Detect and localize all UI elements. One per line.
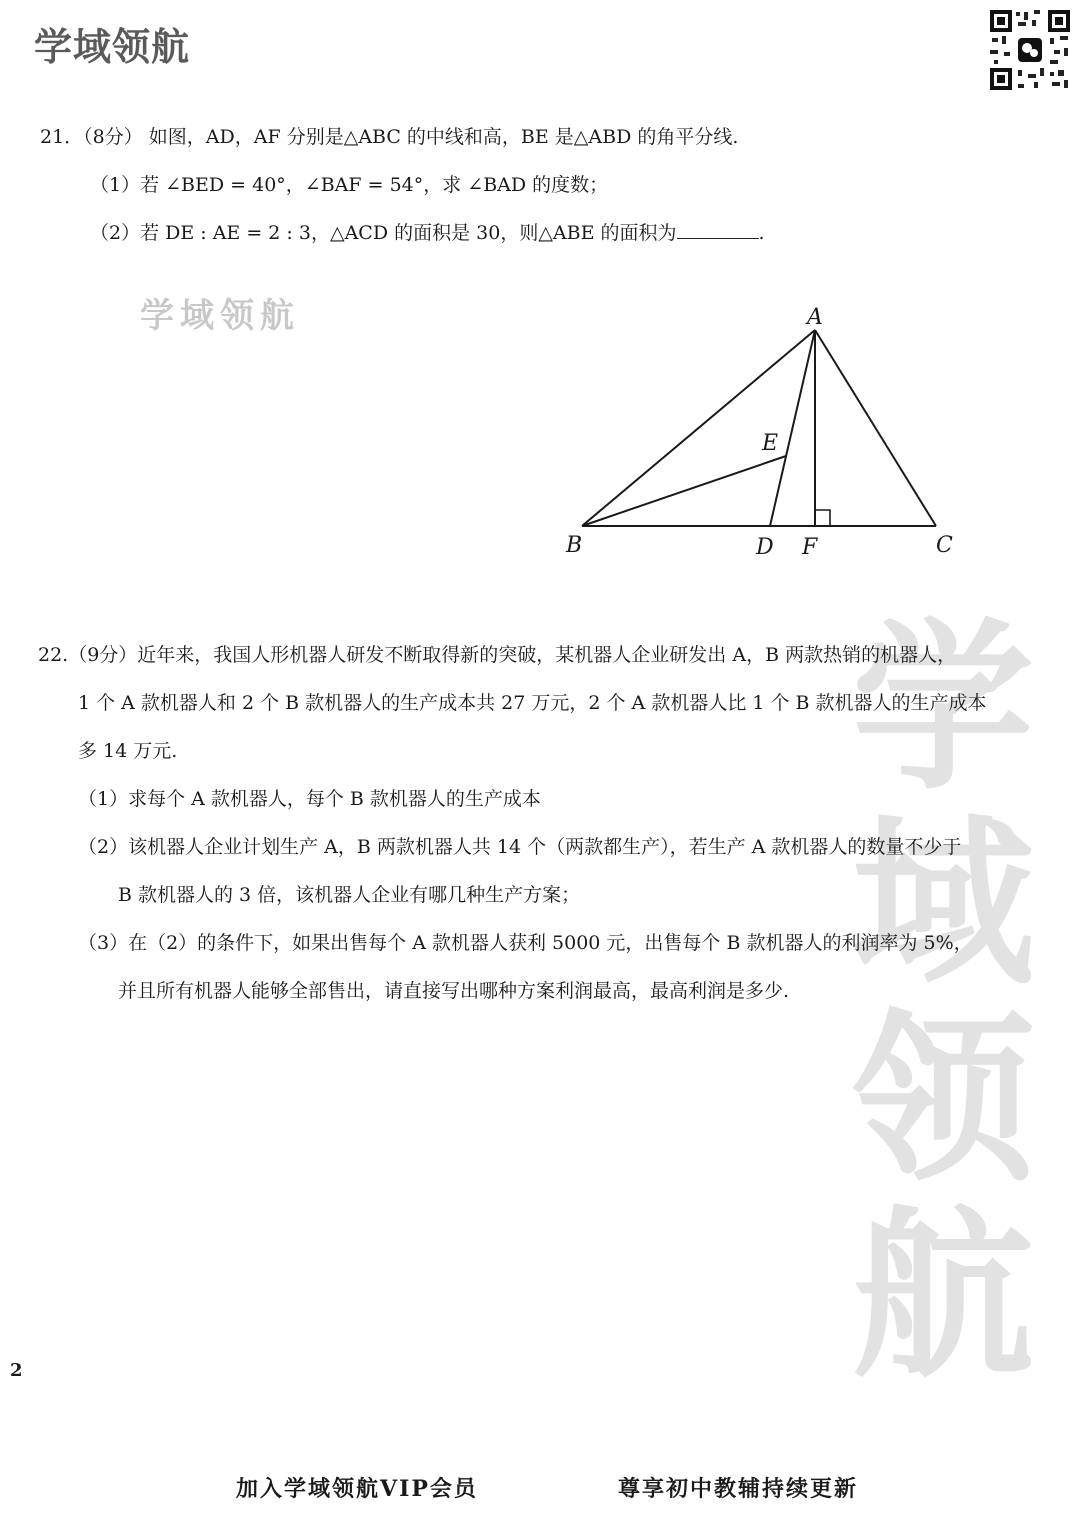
q22-part1: （1）求每个 A 款机器人，每个 B 款机器人的生产成本: [78, 788, 541, 810]
label-f: F: [802, 535, 818, 560]
watermark-char: 学: [852, 602, 1034, 814]
triangle-figure: [560, 298, 970, 568]
answer-blank[interactable]: [677, 220, 759, 239]
segment-ac: [815, 330, 936, 526]
q22-part2: （2）该机器人企业计划生产 A，B 两款机器人共 14 个（两款都生产），若生产 A 款机器人的数量不少于: [78, 836, 962, 858]
q22-part3: （3）在（2）的条件下，如果出售每个 A 款机器人获利 5000 元，出售每个 B 款机器人的利润率为 5%，: [78, 932, 973, 954]
watermark-vertical: [848, 602, 1038, 1402]
watermark-small: 学域领航: [140, 296, 300, 336]
segment-ab: [582, 330, 815, 526]
footer-right: 尊享初中教辅持续更新: [618, 1476, 859, 1502]
label-a: A: [807, 305, 823, 330]
q22-part3-cont: 并且所有机器人能够全部售出，请直接写出哪种方案利润最高，最高利润是多少.: [118, 980, 790, 1002]
label-b: B: [566, 533, 583, 558]
q21-part2: [90, 218, 765, 245]
q21-part2-end: .: [758, 222, 765, 244]
brand-logo: 学域领航: [34, 25, 191, 69]
q22-part2-cont: B 款机器人的 3 倍，该机器人企业有哪几种生产方案；: [118, 884, 581, 906]
q21-stem: 21．（8分） 如图，AD，AF 分别是△ABC 的中线和高，BE 是△ABD 的角平分线.: [40, 126, 739, 148]
page-number: 2: [10, 1360, 23, 1381]
label-e: E: [762, 431, 779, 456]
segment-ad: [770, 330, 815, 526]
footer-left: 加入学域领航VIP会员: [236, 1476, 478, 1502]
q22-stem-3: 多 14 万元.: [78, 740, 178, 762]
q21-part2-text: （2）若 DE : AE = 2 : 3，△ACD 的面积是 30，则△ABE 的面积为: [90, 222, 677, 244]
right-angle-mark: [815, 510, 830, 526]
watermark-char: 航: [852, 1190, 1034, 1402]
watermark-char: 领: [852, 994, 1034, 1206]
qr-code-icon[interactable]: [988, 8, 1072, 92]
label-c: C: [936, 533, 953, 558]
label-d: D: [756, 535, 774, 560]
q22-stem-2: 1 个 A 款机器人和 2 个 B 款机器人的生产成本共 27 万元，2 个 A 款机器人比 1 个 B 款机器人的生产成本: [78, 692, 987, 714]
segment-be: [582, 456, 786, 526]
q21-part1: （1）若 ∠BED = 40°，∠BAF = 54°，求 ∠BAD 的度数；: [90, 174, 609, 196]
q22-stem-1: 22.（9分）近年来，我国人形机器人研发不断取得新的突破，某机器人企业研发出 A，B 两款热销的机器人，: [38, 644, 957, 666]
watermark-char: 域: [852, 798, 1034, 1010]
